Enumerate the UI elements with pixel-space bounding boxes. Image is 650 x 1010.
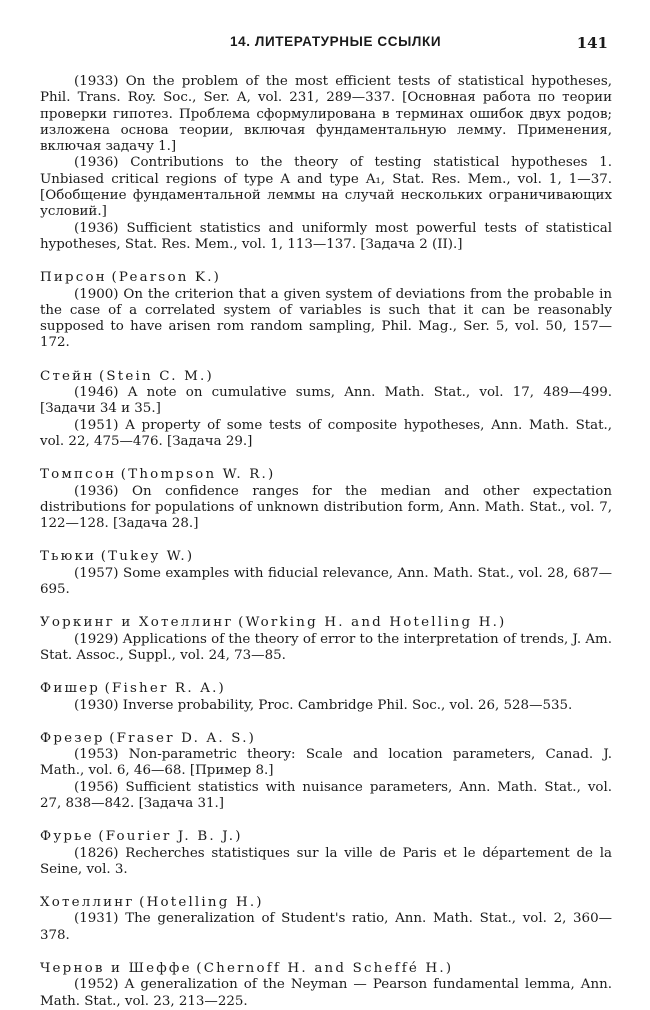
- author-heading: [40, 731, 612, 747]
- reference-entry: [40, 895, 612, 944]
- reference-item: (1933) On the problem of the most efficient tests of statistical hypotheses, Phil. Trans. Roy. Soc., Ser. A, vol. 231, 289—337. [Основная работа по теории проверки гипотез. Проблема сформулирована в терминах ошибок двух родов; изложена основа теории, включая фундаментальную лемму. Применения, включая задачу 1.]: [40, 74, 612, 155]
- reference-item: (1936) Contributions to the theory of testing statistical hypotheses 1. Unbiased critical regions of type A and type A₁, Stat. Res. Mem., vol. 1, 1—37. [Обобщение фундаментальной леммы на случай нескольких ограничивающих условий.]: [40, 155, 612, 220]
- author-name: Уоркинг и Хотеллинг: [40, 615, 234, 631]
- reference-item: (1953) Non-parametric theory: Scale and location parameters, Canad. J. Math., vol. 6, 46—68. [Пример 8.]: [40, 747, 612, 779]
- author-heading: [40, 549, 612, 565]
- author-name-latin: (Hotelling H.): [139, 895, 264, 911]
- author-name: Фишер: [40, 681, 100, 697]
- author-name-latin: (Fisher R. A.): [104, 681, 226, 697]
- reference-entry: [40, 74, 612, 253]
- author-name-latin: (Chernoff H. and Scheffé H.): [196, 961, 454, 977]
- author-name: Хотеллинг: [40, 895, 135, 911]
- reference-entry: [40, 829, 612, 878]
- reference-entry: [40, 731, 612, 812]
- author-heading: [40, 829, 612, 845]
- author-name: Фрезер: [40, 730, 105, 746]
- reference-item: (1900) On the criterion that a given system of deviations from the probable in the case of a correlated system of variables is such that it can be reasonably supposed to have arisen rom random sampling, Phil. Mag., Ser. 5, vol. 50, 157—172.: [40, 286, 612, 351]
- author-name: Чернов и Шеффе: [40, 961, 192, 977]
- reference-item: (1930) Inverse probability, Proc. Cambridge Phil. Soc., vol. 26, 528—535.: [74, 697, 573, 713]
- reference-item: (1936) On confidence ranges for the median and other expectation distributions for populations of unknown distribution form, Ann. Math. Stat., vol. 7, 122—128. [Задача 28.]: [40, 483, 612, 532]
- author-heading: [40, 681, 612, 697]
- reference-item: (1946) A note on cumulative sums, Ann. Math. Stat., vol. 17, 489—499. [Задачи 34 и 35.]: [40, 385, 612, 417]
- reference-entry: [40, 615, 612, 664]
- reference-entry: [40, 961, 612, 1010]
- author-name-latin: (Thompson W. R.): [120, 467, 276, 483]
- author-name: Стейн: [40, 368, 95, 384]
- reference-entry: [40, 369, 612, 450]
- author-name: Томпсон: [40, 467, 117, 483]
- reference-entry: [40, 549, 612, 598]
- reference-entry: [40, 681, 612, 714]
- author-name-latin: (Pearson K.): [111, 270, 222, 286]
- reference-item: (1952) A generalization of the Neyman — Pearson fundamental lemma, Ann. Math. Stat., vol. 23, 213—225.: [40, 977, 612, 1009]
- reference-item: (1956) Sufficient statistics with nuisance parameters, Ann. Math. Stat., vol. 27, 838—842. [Задача 31.]: [40, 779, 612, 811]
- reference-list: [40, 74, 612, 1010]
- author-name-latin: (Stein C. M.): [99, 368, 214, 384]
- reference-item: (1826) Recherches statistiques sur la ville de Paris et le département de la Seine, vol. 3.: [40, 845, 612, 877]
- running-title: 14. ЛИТЕРАТУРНЫЕ ССЫЛКИ: [230, 34, 442, 49]
- reference-item: (1929) Applications of the theory of error to the interpretation of trends, J. Am. Stat. Assoc., Suppl., vol. 24, 73—85.: [40, 631, 612, 663]
- reference-item: (1936) Sufficient statistics and uniformly most powerful tests of statistical hypotheses, Stat. Res. Mem., vol. 1, 113—137. [Задача 2 (II).]: [40, 220, 612, 252]
- author-heading: [40, 615, 612, 631]
- reference-item: (1957) Some examples with fiducial relevance, Ann. Math. Stat., vol. 28, 687—695.: [40, 565, 612, 598]
- author-name-latin: (Working H. and Hotelling H.): [238, 615, 507, 631]
- author-heading: [40, 895, 612, 911]
- author-heading: [40, 369, 612, 385]
- reference-entry: [40, 467, 612, 532]
- author-heading: [40, 467, 612, 483]
- page-header: [0, 34, 650, 54]
- author-name-latin: (Tukey W.): [100, 549, 195, 565]
- reference-entry: [40, 270, 612, 351]
- author-name: Пирсон: [40, 270, 107, 286]
- author-heading: [40, 961, 612, 977]
- page-number: 141: [576, 34, 608, 52]
- author-heading: [40, 270, 612, 286]
- author-name-latin: (Fraser D. A. S.): [109, 730, 257, 746]
- author-name: Фурье: [40, 829, 94, 845]
- author-name-latin: (Fourier J. B. J.): [98, 829, 243, 845]
- author-name: Тьюки: [40, 549, 97, 565]
- reference-item: (1931) The generalization of Student's ratio, Ann. Math. Stat., vol. 2, 360—378.: [40, 911, 612, 943]
- reference-item: (1951) A property of some tests of composite hypotheses, Ann. Math. Stat., vol. 22, 475—476. [Задача 29.]: [40, 417, 612, 449]
